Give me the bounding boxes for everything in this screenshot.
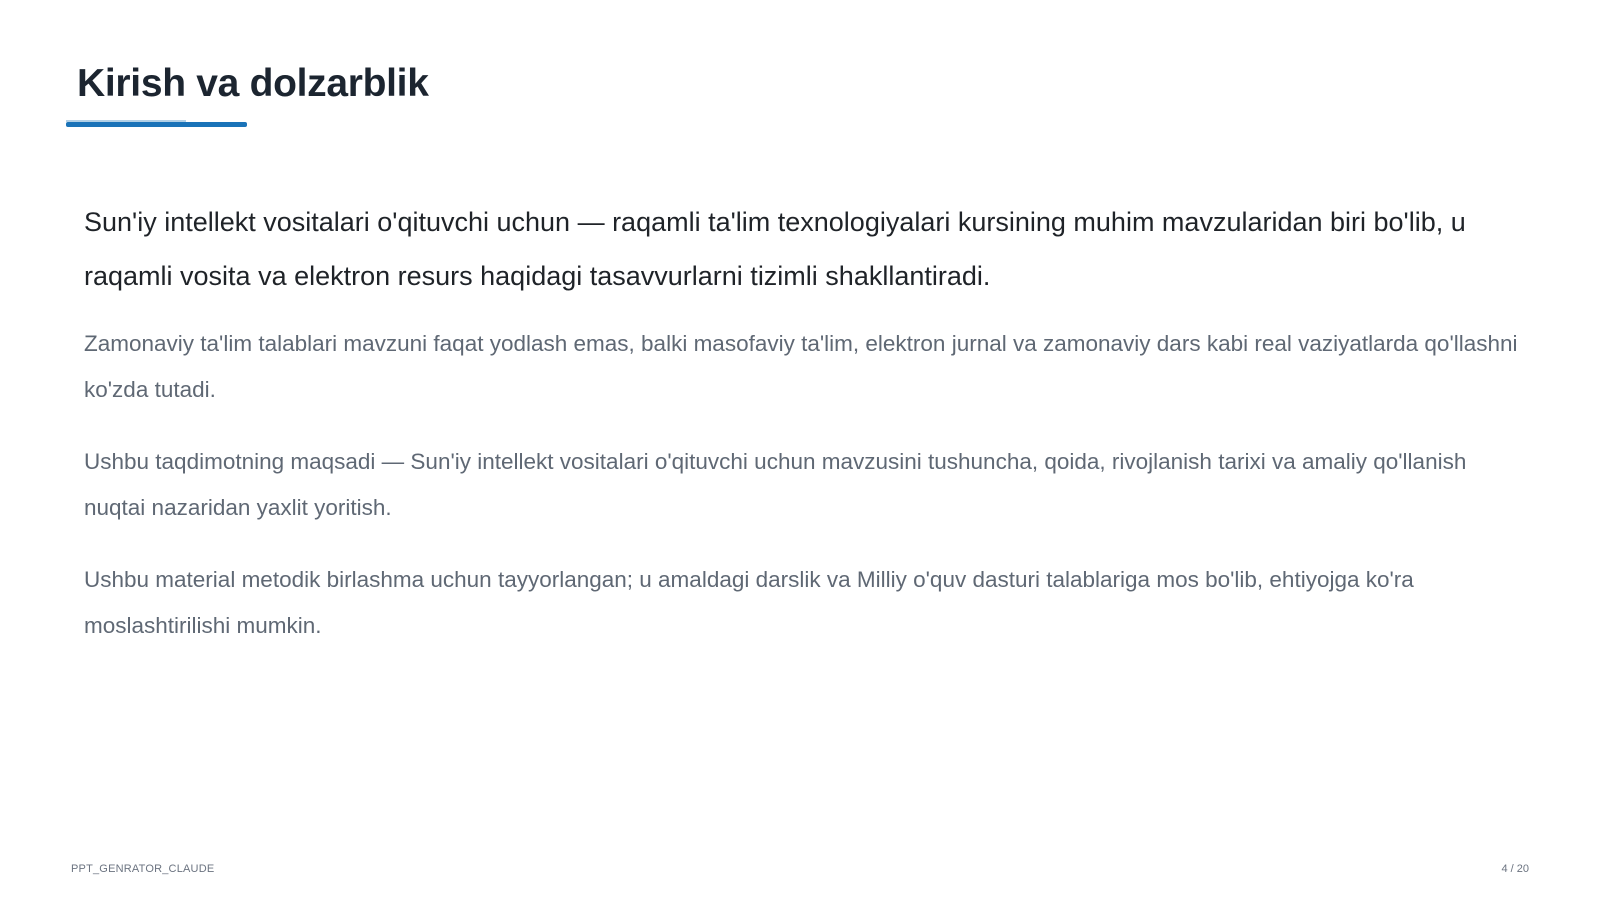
slide-title: Kirish va dolzarblik — [77, 62, 429, 105]
title-underline — [66, 122, 247, 127]
page-number: 4 / 20 — [1501, 863, 1529, 875]
body-paragraph-3: Ushbu material metodik birlashma uchun tayyorlangan; u amaldagi darslik va Milliy o'quv dasturi talablariga mos bo'lib, ehtiyojga ko'ra moslashtirilishi mumkin. — [84, 567, 1414, 638]
title-underline-highlight — [66, 120, 186, 122]
body-paragraph-1: Zamonaviy ta'lim talablari mavzuni faqat yodlash emas, balki masofaviy ta'lim, elektron jurnal va zamonaviy dars kabi real vaziyatlarda qo'llashni ko'zda tutadi. — [84, 331, 1518, 402]
lead-paragraph: Sun'iy intellekt vositalari o'qituvchi uchun — raqamli ta'lim texnologiyalari kursining muhim mavzularidan biri bo'lib, u raqamli vosita va elektron resurs haqidagi tasavvurlarni tizimli shakllantiradi. — [84, 207, 1466, 291]
body-paragraph-2: Ushbu taqdimotning maqsadi — Sun'iy intellekt vositalari o'qituvchi uchun mavzusini tushuncha, qoida, rivojlanish tarixi va amaliy qo'llanish nuqtai nazaridan yaxlit yoritish. — [84, 449, 1467, 520]
slide-body — [84, 195, 1524, 675]
footer-source-label: PPT_GENRATOR_CLAUDE — [71, 863, 215, 875]
